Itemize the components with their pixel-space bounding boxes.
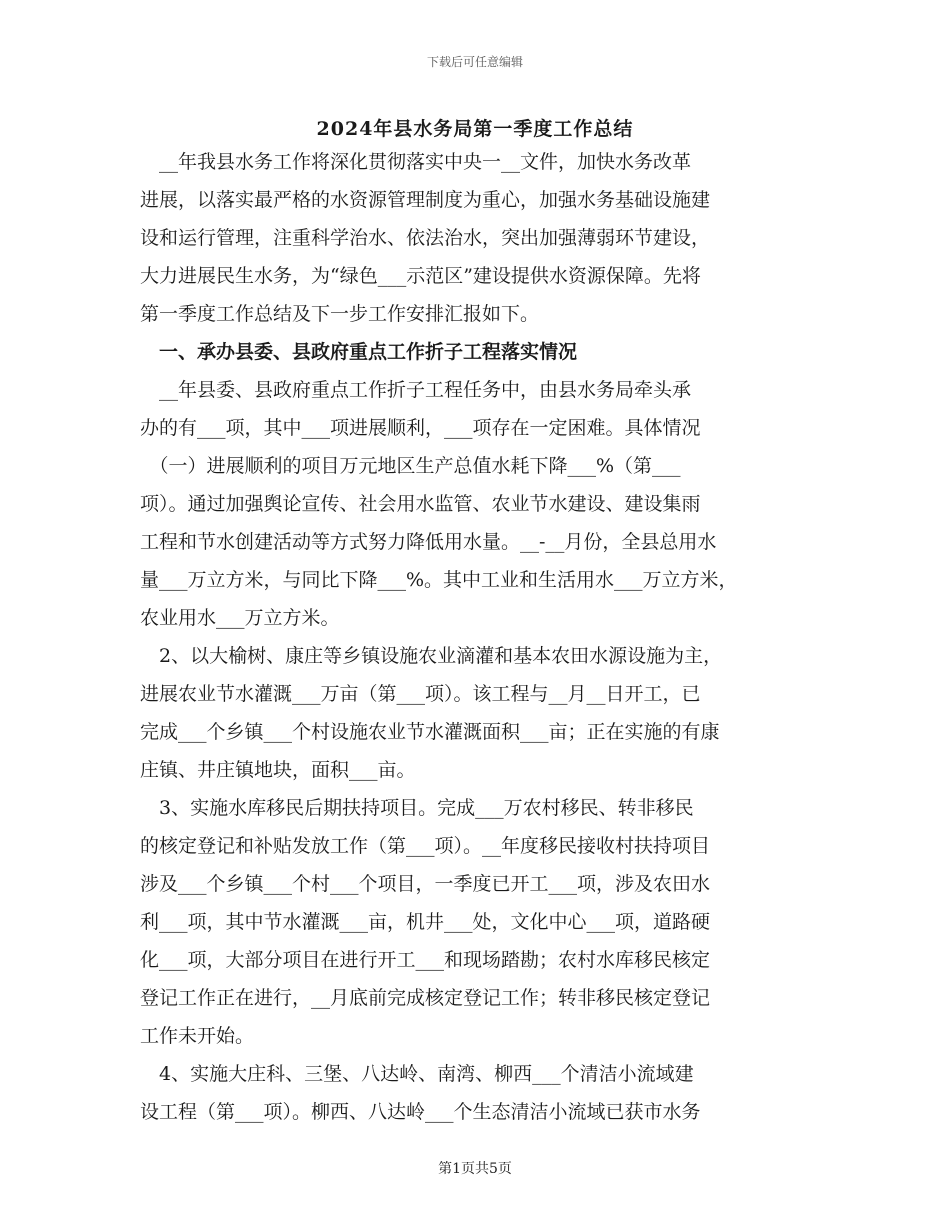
body-line: 庄镇、井庄镇地块，面积___亩。 (140, 759, 416, 781)
body-line: 项）。通过加强舆论宣传、社会用水监管、农业节水建设、建设集雨 (140, 493, 701, 515)
body-line: 完成___个乡镇___个村设施农业节水灌溉面积___亩；正在实施的有康 (140, 721, 720, 743)
body-line: 进展农业节水灌溉___万亩（第___项）。该工程与__月__日开工，已 (140, 683, 701, 705)
body-line: __年县委、县政府重点工作折子工程任务中，由县水务局牵头承 (140, 379, 692, 401)
body-line: 3、实施水库移民后期扶持项目。完成___万农村移民、转非移民 (140, 797, 694, 819)
page-footer: 第1页共5页 (438, 1161, 512, 1177)
body-line: 的核定登记和补贴发放工作（第___项）。__年度移民接收村扶持项目 (140, 835, 711, 857)
page-header: 下载后可任意编辑 (426, 55, 523, 69)
body-line: 工作未开始。 (140, 1025, 255, 1047)
body-line: 涉及___个乡镇___个村___个项目，一季度已开工___项，涉及农田水 (140, 873, 711, 895)
body-line: 办的有___项，其中___项进展顺利，___项存在一定困难。具体情况 (140, 417, 701, 439)
document-title: 2024年县水务局第一季度工作总结 (316, 118, 634, 140)
body-line: 工程和节水创建活动等方式努力降低用水量。__-__月份，全县总用水 (140, 531, 717, 553)
body-line: 量___万立方米，与同比下降___%。其中工业和生活用水___万立方米， (140, 569, 738, 591)
body-line: 进展，以落实最严格的水资源管理制度为重心，加强水务基础设施建 (140, 189, 711, 211)
body-line: 第一季度工作总结及下一步工作安排汇报如下。 (140, 303, 540, 325)
body-line: 利___项，其中节水灌溉___亩，机井___处，文化中心___项，道路硬 (140, 911, 711, 933)
body-line: 2、以大榆树、康庄等乡镇设施农业滴灌和基本农田水源设施为主， (140, 645, 723, 667)
body-line: 化___项，大部分项目在进行开工___和现场踏勘；农村水库移民核定 (140, 949, 711, 971)
body-line: 设和运行管理，注重科学治水、依法治水，突出加强薄弱环节建设， (140, 227, 711, 249)
body-line: 登记工作正在进行，__月底前完成核定登记工作；转非移民核定登记 (140, 987, 711, 1009)
body-line: （一）进展顺利的项目万元地区生产总值水耗下降___%（第___ (140, 455, 681, 477)
section-heading: 一、承办县委、县政府重点工作折子工程落实情况 (140, 341, 578, 363)
body-line: 设工程（第___项）。柳西、八达岭___个生态清洁小流域已获市水务 (140, 1101, 701, 1123)
body-line: 农业用水___万立方米。 (140, 607, 340, 629)
body-line: __年我县水务工作将深化贯彻落实中央一__文件，加快水务改革 (140, 151, 692, 173)
body-line: 大力进展民生水务，为“绿色___示范区”建设提供水资源保障。先将 (140, 265, 701, 287)
body-line: 4、实施大庄科、三堡、八达岭、南湾、柳西___个清洁小流域建 (140, 1063, 694, 1085)
